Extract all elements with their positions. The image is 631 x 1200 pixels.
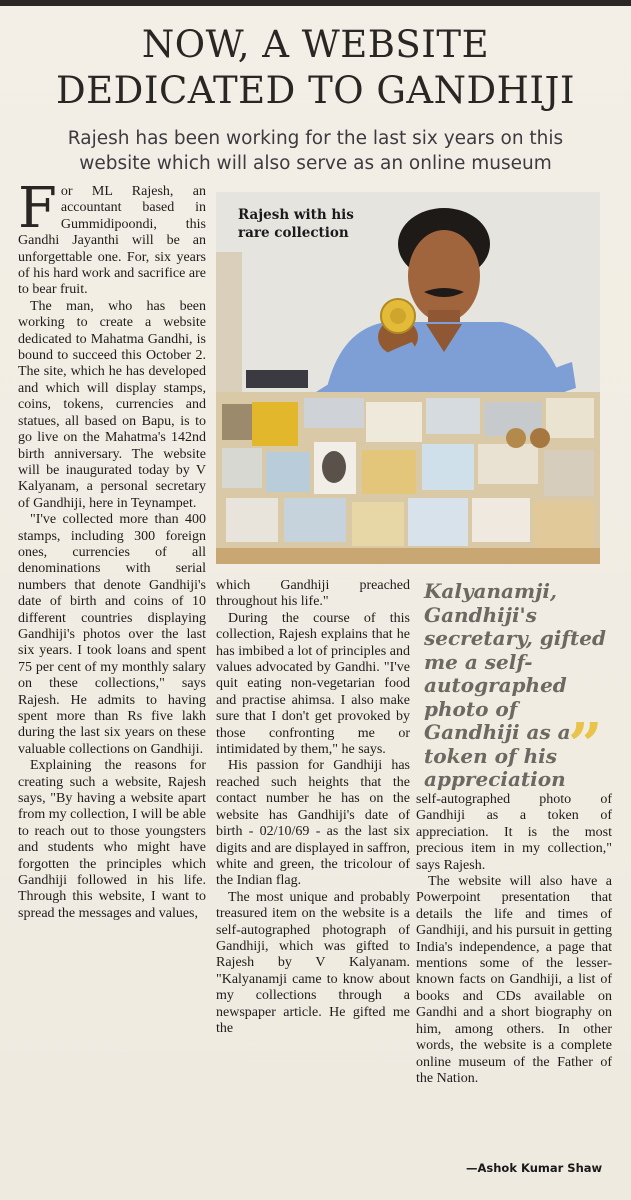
col1-paragraph: "I've collected more than 400 stamps, including 300 foreign ones, currencies of all denominations with serial numbers that denote Gandhiji's date of birth and coins of 10 different countries displaying Gandhiji's photos over the last six years. I took loans and spent 75 per cent of my monthly salary on these collections," says Rajesh. He admits to having spent more than Rs five lakh during the last six years on these valuable collections on Gandhiji. bbox=[18, 512, 206, 757]
closing-quote-mark: ” bbox=[568, 711, 603, 781]
caption-line-2: rare collection bbox=[238, 225, 349, 241]
col1-paragraph: The man, who has been working to create a website dedicated to Mahatma Gandhi, is bound to succeed this October 2. The site, which he has developed and which will display stamps, coins, tokens, currencies and statues, all based on Bapu, is to go live on the Mahatma's 142nd birth anniversary. The website will be inaugurated today by V Kalyanam, a personal secretary of Gandhiji, here in Teynampet. bbox=[18, 298, 206, 511]
drop-cap: F bbox=[18, 176, 57, 241]
article-column-2 bbox=[216, 578, 410, 1037]
col2-paragraph: The most unique and probably treasured item on the website is a self-autographed photograph of Gandhiji, which was gifted to Rajesh by V Kalyanam. "Kalyanamji came to know about my collections through a newspaper article. He gifted me the bbox=[216, 889, 410, 1036]
col1-paragraph: or ML Rajesh, an accountant based in Gummidipoondi, this Gandhi Jayanthi will be an unforgettable one. For, six years of his hard work and sacrifice are to bear fruit. bbox=[18, 184, 206, 298]
col1-paragraph: Explaining the reasons for creating such a website, Rajesh says, "By having a website apart from my collection, I will be able to reach out to those youngsters and students who might have forgotten the principles which Gandhiji followed in his life. Through this website, I want to spread the messages and values, bbox=[18, 758, 206, 921]
pull-quote: Kalyanamji, Gandhiji's secretary, gifted me a self-autographed photo of Gandhiji as a token of his appreciation bbox=[424, 579, 606, 791]
headline-line-2: DEDICATED TO GANDHIJI bbox=[56, 69, 575, 112]
subheadline bbox=[30, 126, 601, 176]
article-column-3 bbox=[416, 792, 612, 1087]
col3-paragraph: self-autographed photo of Gandhiji as a token of appreciation. It is the most precious item in my collection," says Rajesh. bbox=[416, 792, 612, 873]
photo-illustration bbox=[216, 192, 600, 564]
col2-paragraph: His passion for Gandhiji has reached such heights that the contact number he has on the website has Gandhiji's date of birth - 02/10/69 - as the last six digits and are displayed in saffron, white and green, the tricolour of the Indian flag. bbox=[216, 758, 410, 889]
caption-line-1: Rajesh with his bbox=[238, 207, 354, 223]
col2-paragraph: During the course of this collection, Rajesh explains that he has imbibed a lot of principles and values advocated by Gandhi. "I've quit eating non-vegetarian food and practise ahimsa. I also make sure that I don't get provoked by those confronting me or intimidated by them," he says. bbox=[216, 610, 410, 758]
col2-paragraph: which Gandhiji preached throughout his life." bbox=[216, 578, 410, 610]
col3-paragraph: The website will also have a Powerpoint presentation that details the life and times of Gandhiji, and his pursuit in getting India's independence, a page that mentions some of the lesser-known facts on Gandhiji, a list of books and CDs available on Gandhi and a short biography on him, among others. In other words, the website is a complete online museum of the Father of the Nation. bbox=[416, 874, 612, 1086]
article-column-1 bbox=[18, 176, 206, 922]
top-rule bbox=[0, 0, 631, 6]
byline: —Ashok Kumar Shaw bbox=[466, 1161, 603, 1175]
subhead-line-1: Rajesh has been working for the last six years on this bbox=[67, 128, 564, 149]
rajesh-photo bbox=[216, 192, 600, 564]
photo-caption bbox=[238, 206, 354, 242]
subhead-line-2: website which will also serve as an online museum bbox=[79, 153, 552, 174]
headline-line-1: NOW, A WEBSITE bbox=[141, 23, 490, 66]
headline bbox=[0, 22, 631, 114]
